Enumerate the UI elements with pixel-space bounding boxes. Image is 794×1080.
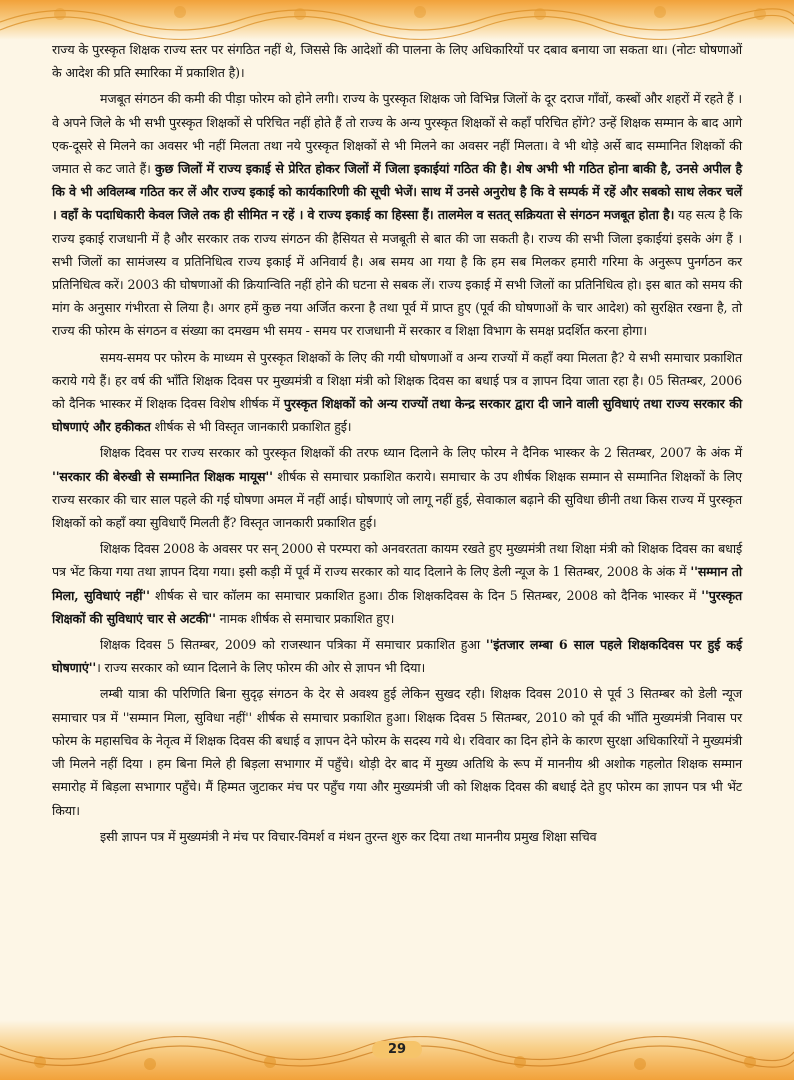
text-segment: यह सत्य है कि राज्य इकाई राजधानी में है और सरकार तक राज्य संगठन की हैसियत से मजबूती से बात की जा सकती है। राज्य की सभी जिला इकाईयां इसके अंग हैं । सभी जिलों का सामंजस्य व प्रतिनिधित्व राज्य इकाई में अनिवार्य है। अब समय आ गया है कि हम सब मिलकर हमारी गरिमा के अनुरूप पुनर्गठन कर प्रतिनिधित्व करें। 2003 की घोषणाओं की क्रियान्विति नहीं होने की घटना से सबक लें। राज्य इकाई में सभी जिलों का प्रतिनिधित्व हो। इस बात को समय की मांग के अनुसार गंभीरता से लिया है। अगर हमें कुछ नया अर्जित करना है तथा पूर्व में प्राप्त हुए (पूर्व की घोषणाओं के चार आदेश) को सुरक्षित रखना है, तो राज्य की फोरम के संगठन व संख्या का दमखम भी समय - समय पर राजधानी में सरकार व शिक्षा विभाग के समक्ष प्रदर्शित करना होगा। bbox=[52, 207, 742, 339]
bold-text-segment: ''इंतजार लम्बा 6 साल पहले शिक्षकदिवस पर हुई कई घोषणाएं'' bbox=[52, 637, 742, 676]
text-segment: शीर्षक से समाचार प्रकाशित कराये। समाचार के उप शीर्षक शिक्षक सम्मान से सम्मानित शिक्षकों के लिए राज्य सरकार की चार साल पहले की गई घोषणा अमल में नहीं आई। घोषणाएं जो लागू नहीं हुई, सेवाकाल बढ़ाने की सुविधा छीनी तथा किस राज्य में पुरस्कृत शिक्षकों को कहाँ क्या सुविधाएँ मिलती हैं? विस्तृत जानकारी प्रकाशित हुई। bbox=[52, 468, 742, 531]
bold-text-segment: ''पुरस्कृत शिक्षकों की सुविधाएं चार से अटकी'' bbox=[52, 587, 742, 626]
paragraph bbox=[52, 441, 742, 534]
paragraph bbox=[52, 537, 742, 630]
text-segment: लम्बी यात्रा की परिणिति बिना सुदृढ़ संगठन के देर से अवश्य हुई लेकिन सुखद रही। शिक्षक दिवस 2010 से पूर्व 3 सितम्बर को डेली न्यूज समाचार पत्र में ''सम्मान मिला, सुविधा नहीं'' शीर्षक से समाचार प्रकाशित हुआ। शिक्षक दिवस 5 सितम्बर, 2010 को पूर्व की भाँति मुख्यमंत्री निवास पर फोरम के महासचिव के नेतृत्व में शिक्षक दिवस की बधाई व ज्ञापन देने फोरम के सदस्य गये थे। रविवार का दिन होने के कारण सुरक्षा अधिकारियों ने मुख्यमंत्री जी मिलने नहीं दिया । हम बिना मिले ही बिड़ला सभागार में पहुँचे। थोड़ी देर बाद में मुख्य अतिथि के रूप में माननीय श्री अशोक गहलोत शिक्षक सम्मान समारोह में बिड़ला सभागार पहुँचे। मैं हिम्मत जुटाकर मंच पर पहुँच गया और मुख्यमंत्री जी को शिक्षक दिवस की बधाई देते हुए फोरम का ज्ञापन पत्र भी भेंट किया। bbox=[52, 686, 742, 818]
text-segment: समय-समय पर फोरम के माध्यम से पुरस्कृत शिक्षकों के लिए की गयी घोषणाओं व अन्य राज्यों में कहाँ क्या मिलता है? ये सभी समाचार प्रकाशित कराये गये हैं। हर वर्ष की भाँति शिक्षक दिवस पर मुख्यमंत्री व शिक्षा मंत्री को शिक्षक दिवस का बधाई पत्र व ज्ञापन दिया जाता रहा है। 05 सितम्बर, 2006 को दैनिक भास्कर में शिक्षक दिवस विशेष शीर्षक में bbox=[52, 349, 742, 412]
article-body bbox=[52, 38, 742, 851]
text-segment: नामक शीर्षक से समाचार प्रकाशित हुए। bbox=[215, 610, 395, 626]
text-segment: शिक्षक दिवस 5 सितम्बर, 2009 को राजस्थान पत्रिका में समाचार प्रकाशित हुआ bbox=[100, 637, 486, 653]
text-segment: शीर्षक से भी विस्तृत जानकारी प्रकाशित हुई। bbox=[150, 419, 352, 435]
top-paisley-ornament bbox=[0, 0, 794, 40]
paragraph bbox=[52, 38, 742, 84]
paragraph bbox=[52, 825, 742, 848]
paragraph bbox=[52, 633, 742, 679]
bold-text-segment: ''सम्मान तो मिला, सुविधाएं नहीं'' bbox=[52, 564, 742, 603]
text-segment: राज्य के पुरस्कृत शिक्षक राज्य स्तर पर संगठित नहीं थे, जिससे कि आदेशों की पालना के लिए अधिकारियों पर दबाव बनाया जा सकता था। (नोटः घोषणाओं के आदेश की प्रति स्मारिका में प्रकाशित है)। bbox=[52, 42, 742, 81]
paragraph bbox=[52, 682, 742, 821]
bold-text-segment: ''सरकार की बेरुखी से सम्मानित शिक्षक मायूस'' bbox=[52, 468, 273, 484]
paragraph bbox=[52, 346, 742, 439]
page-number: 29 bbox=[372, 1041, 422, 1058]
text-segment: इसी ज्ञापन पत्र में मुख्यमंत्री ने मंच पर विचार-विमर्श व मंथन तुरन्त शुरु कर दिया तथा माननीय प्रमुख शिक्षा सचिव bbox=[100, 828, 597, 844]
bold-text-segment: पुरस्कृत शिक्षकों को अन्य राज्यों तथा केन्द्र सरकार द्वारा दी जाने वाली सुविधाएं तथा राज्य सरकार की घोषणाएं और हकीकत bbox=[52, 396, 743, 435]
text-segment: । राज्य सरकार को ध्यान दिलाने के लिए फोरम की ओर से ज्ञापन भी दिया। bbox=[96, 660, 426, 676]
text-segment: शीर्षक से चार कॉलम का समाचार प्रकाशित हुआ। ठीक शिक्षकदिवस के दिन 5 सितम्बर, 2008 को दैनिक भास्कर में bbox=[149, 587, 702, 603]
text-segment: शिक्षक दिवस 2008 के अवसर पर सन् 2000 से परम्परा को अनवरतता कायम रखते हुए मुख्यमंत्री तथा शिक्षा मंत्री को शिक्षक दिवस का बधाई पत्र भेंट किया गया तथा ज्ञापन दिया गया। इसी कड़ी में पूर्व में राज्य सरकार को याद दिलाने के लिए डेली न्यूज के 1 सितम्बर, 2008 के अंक में bbox=[52, 541, 742, 580]
paragraph bbox=[52, 87, 742, 342]
text-segment: मजबूत संगठन की कमी की पीड़ा फोरम को होने लगी। राज्य के पुरस्कृत शिक्षक जो विभिन्न जिलों के दूर दराज गाँवों, कस्बों और शहरों में रहते हैं । वे अपने जिले के भी सभी पुरस्कृत शिक्षकों से परिचित नहीं होते हैं तो राज्य के अन्य पुरस्कृत शिक्षकों से कहाँ परिचित होंगे? उन्हें शिक्षक सम्मान के बाद आगे एक-दूसरे से मिलने का अवसर भी नहीं मिलता तथा नये पुरस्कृत शिक्षकों से भी मिलने का अवसर नहीं मिलता। वे भी थोड़े अर्से बाद सम्मानित शिक्षकों की जमात से कट जाते हैं। bbox=[52, 91, 742, 177]
bold-text-segment: कुछ जिलों में राज्य इकाई से प्रेरित होकर जिलों में जिला इकाईयां गठित की है। शेष अभी भी गठित होना बाकी है, उनसे अपील है कि वे भी अविलम्ब गठित कर लें और राज्य इकाई को कार्यकारिणी की सूची भेजें। साथ में उनसे अनुरोध है कि वे सम्पर्क में रहें और सबको साथ लेकर चलें । वहाँ के पदाधिकारी केवल जिले तक ही सीमित न रहें । वे राज्य इकाई का हिस्सा हैं। तालमेल व सतत् सक्रियता से संगठन मजबूत होता है। bbox=[52, 161, 742, 223]
text-segment: शिक्षक दिवस पर राज्य सरकार को पुरस्कृत शिक्षकों की तरफ ध्यान दिलाने के लिए फोरम ने दैनिक भास्कर के 2 सितम्बर, 2007 के अंक में bbox=[100, 445, 742, 461]
